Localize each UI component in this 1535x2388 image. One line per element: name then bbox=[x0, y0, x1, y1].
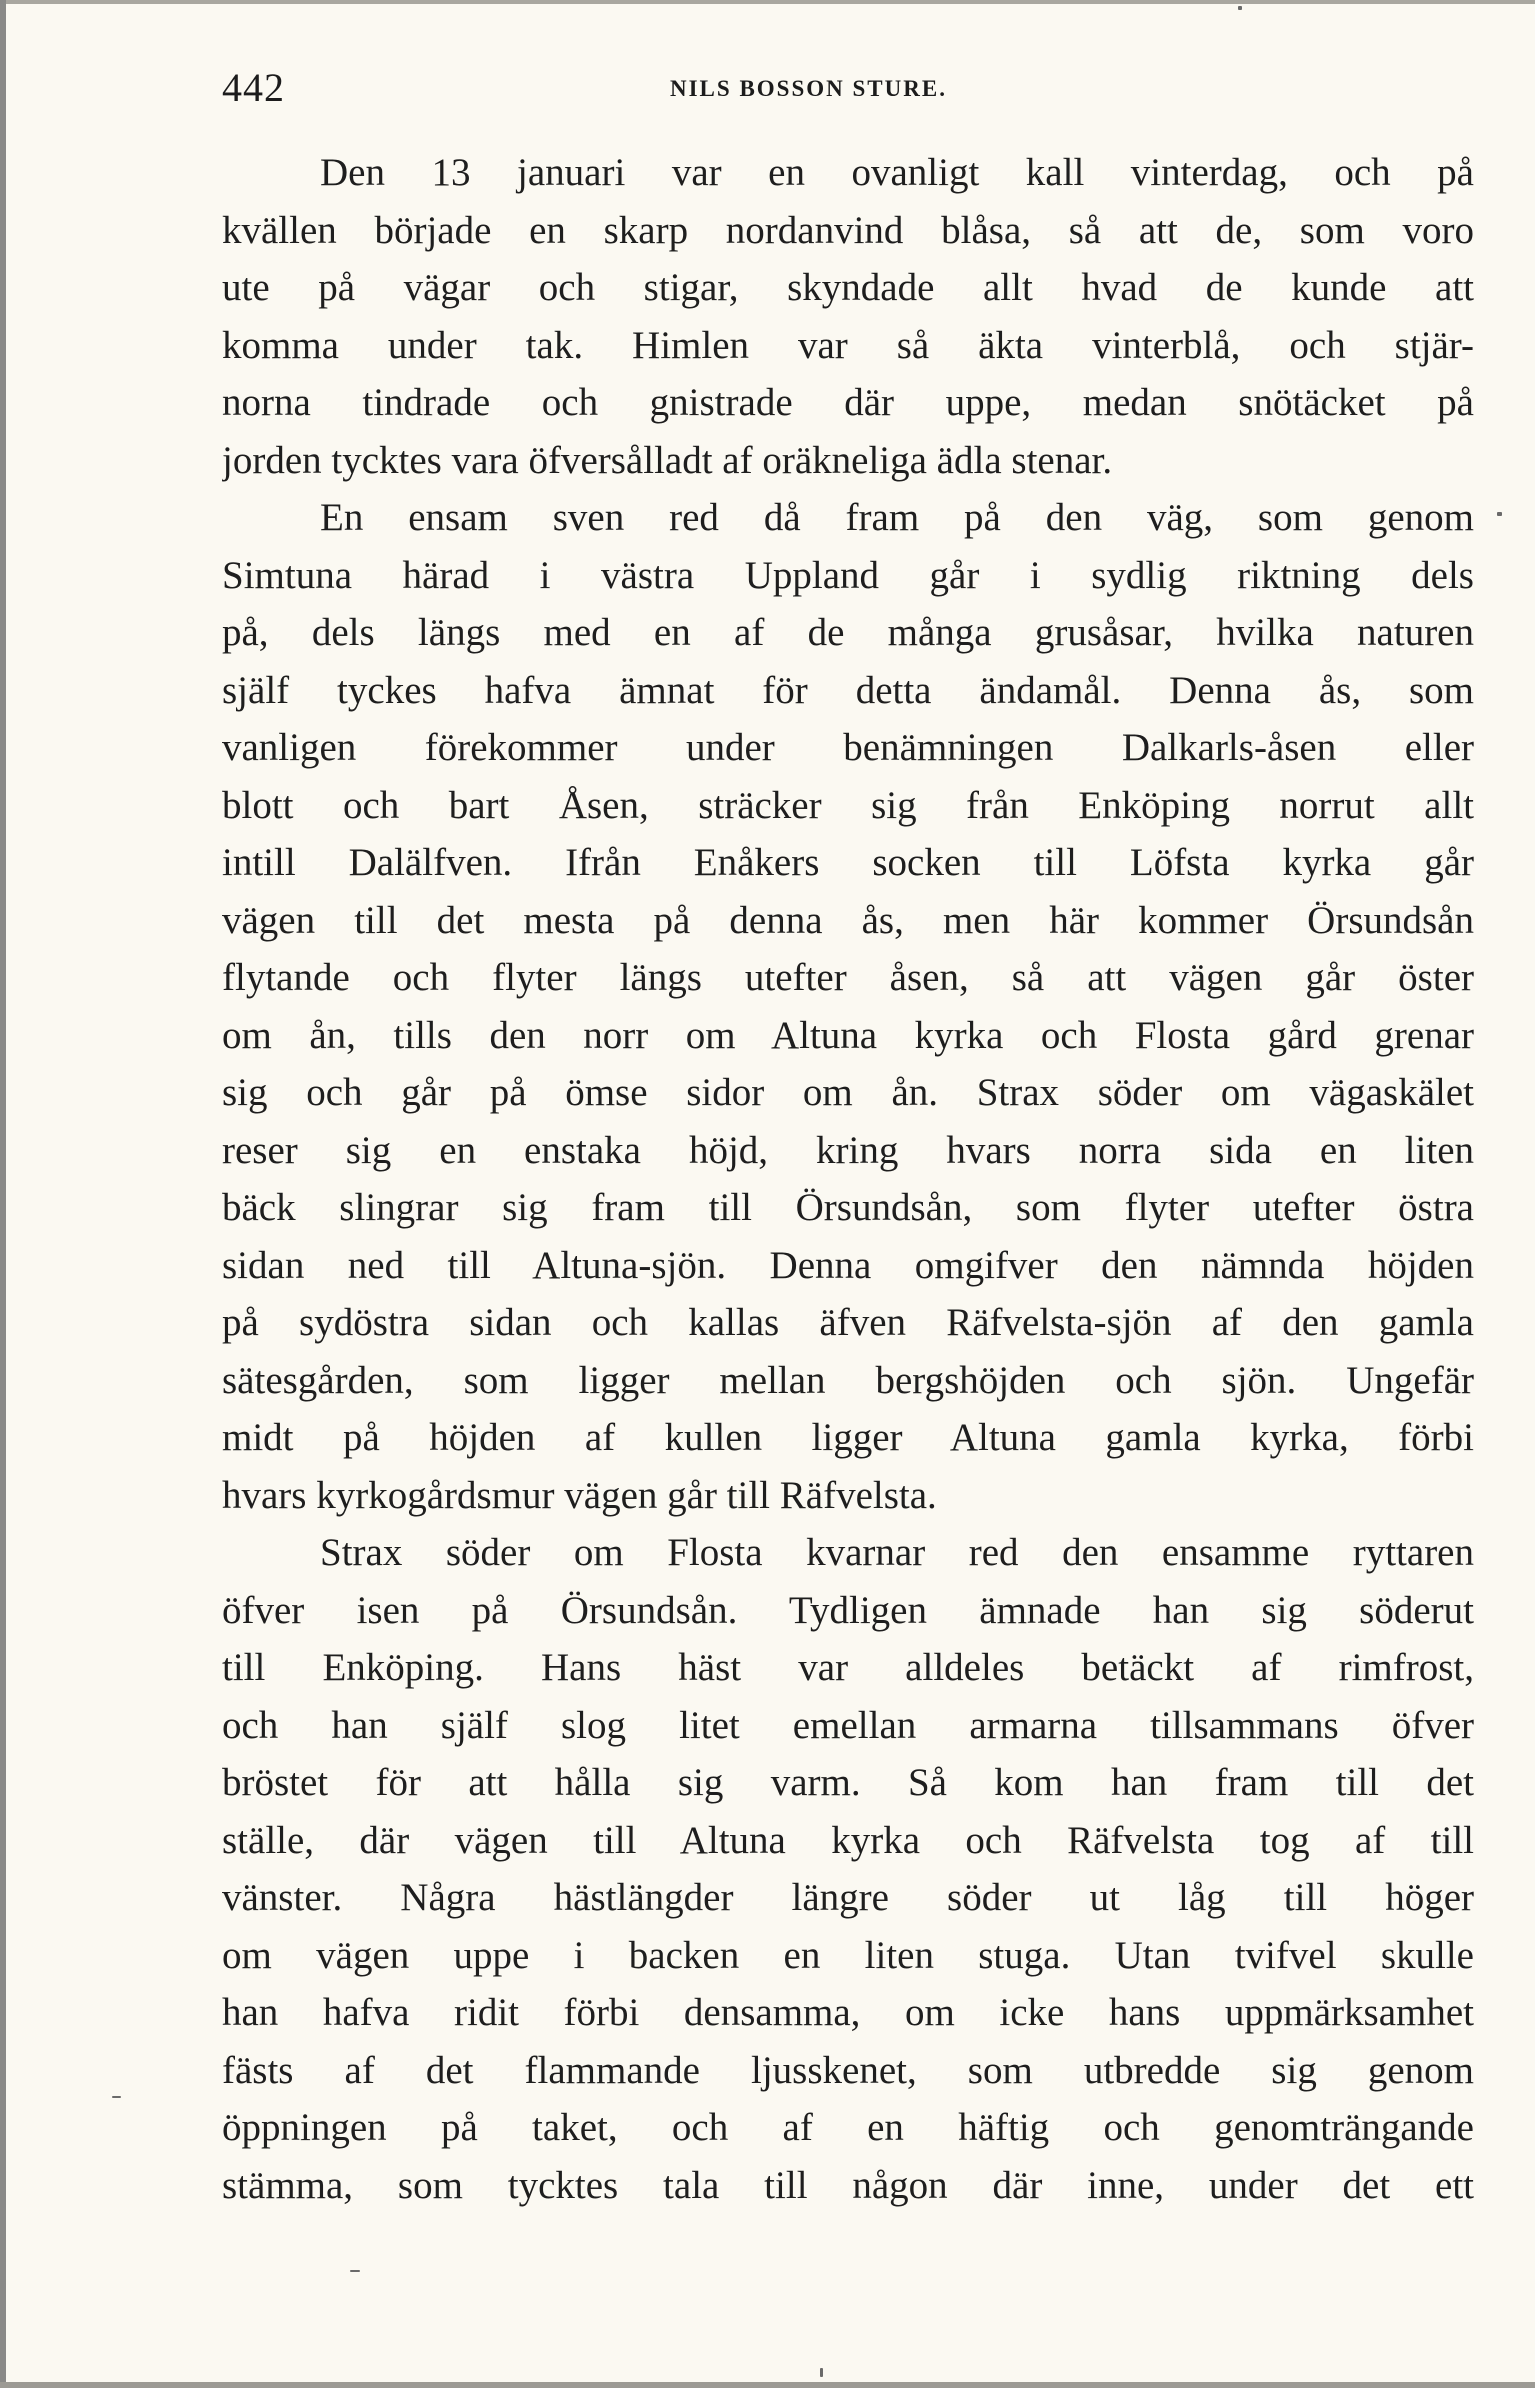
text-line: reser sig en enstaka höjd, kring hvars norra sida en liten bbox=[222, 1128, 1474, 1172]
text-line: själf tyckes hafva ämnat för detta ändamål. Denna ås, som bbox=[222, 668, 1474, 712]
text-line: hvars kyrkogårdsmur vägen går till Räfvelsta. bbox=[222, 1473, 937, 1517]
scan-speck bbox=[1497, 512, 1502, 516]
text-line: Den 13 januari var en ovanligt kall vinterdag, och på bbox=[320, 151, 1474, 194]
text-line: om vägen uppe i backen en liten stuga. Utan tvifvel skulle bbox=[222, 1933, 1474, 1977]
text-line: vägen till det mesta på denna ås, men här kommer Örsundsån bbox=[222, 898, 1474, 942]
text-line: till Enköping. Hans häst var alldeles betäckt af rimfrost, bbox=[222, 1646, 1474, 1689]
text-line: bröstet för att hålla sig varm. Så kom han fram till det bbox=[222, 1761, 1474, 1804]
text-line: han hafva ridit förbi densamma, om icke hans uppmärksamhet bbox=[222, 1991, 1474, 2034]
text-line: Strax söder om Flosta kvarnar red den ensamme ryttaren bbox=[320, 1531, 1474, 1574]
text-line: norna tindrade och gnistrade där uppe, medan snötäcket på bbox=[222, 381, 1474, 424]
text-line: och han själf slog litet emellan armarna tillsammans öfver bbox=[222, 1703, 1474, 1747]
text-line: fästs af det flammande ljusskenet, som utbredde sig genom bbox=[222, 2048, 1474, 2092]
running-head: NILS BOSSON STURE. bbox=[670, 76, 947, 101]
text-line: bäck slingrar sig fram till Örsundsån, som flyter utefter östra bbox=[222, 1186, 1474, 1229]
scan-speck bbox=[112, 2096, 121, 2098]
scan-speck bbox=[350, 2270, 360, 2272]
text-line: öppningen på taket, och af en häftig och genomträngande bbox=[222, 2106, 1474, 2149]
text-line: på, dels längs med en af de många grusåsar, hvilka naturen bbox=[222, 611, 1474, 654]
text-line: komma under tak. Himlen var så äkta vinterblå, och stjär- bbox=[222, 323, 1474, 367]
body-text bbox=[222, 144, 1474, 2214]
scan-speck bbox=[1238, 6, 1242, 10]
text-line: om ån, tills den norr om Altuna kyrka och Flosta gård grenar bbox=[222, 1013, 1474, 1057]
text-line: En ensam sven red då fram på den väg, som genom bbox=[320, 496, 1474, 539]
scan-edge-top bbox=[0, 0, 1535, 4]
text-line: vänster. Några hästlängder längre söder ut låg till höger bbox=[222, 1876, 1474, 1919]
text-line: kvällen började en skarp nordanvind blåsa, så att de, som voro bbox=[222, 208, 1474, 252]
text-line: jorden tycktes vara öfversålladt af oräkneliga ädla stenar. bbox=[222, 438, 1113, 482]
text-line: midt på höjden af kullen ligger Altuna gamla kyrka, förbi bbox=[222, 1416, 1474, 1459]
text-line: intill Dalälfven. Ifrån Enåkers socken till Löfsta kyrka går bbox=[222, 841, 1474, 884]
text-line: flytande och flyter längs utefter åsen, så att vägen går öster bbox=[222, 956, 1474, 999]
text-line: på sydöstra sidan och kallas äfven Räfvelsta-sjön af den gamla bbox=[222, 1301, 1474, 1344]
text-line: stämma, som tycktes tala till någon där inne, under det ett bbox=[222, 2163, 1474, 2207]
scan-edge-bottom bbox=[0, 2382, 1535, 2388]
text-line: sig och går på ömse sidor om ån. Strax söder om vägaskälet bbox=[222, 1071, 1474, 1114]
text-line: Simtuna härad i västra Uppland går i sydlig riktning dels bbox=[222, 553, 1474, 597]
page-header bbox=[222, 62, 1474, 122]
text-line: ställe, där vägen till Altuna kyrka och Räfvelsta tog af till bbox=[222, 1818, 1474, 1862]
text-line: öfver isen på Örsundsån. Tydligen ämnade han sig söderut bbox=[222, 1588, 1474, 1632]
text-line: sidan ned till Altuna-sjön. Denna omgifver den nämnda höjden bbox=[222, 1243, 1474, 1287]
scan-speck bbox=[820, 2368, 823, 2377]
text-line: ute på vägar och stigar, skyndade allt hvad de kunde att bbox=[222, 266, 1474, 309]
page-number: 442 bbox=[222, 65, 285, 110]
text-line: blott och bart Åsen, sträcker sig från Enköping norrut allt bbox=[222, 783, 1474, 827]
text-line: sätesgården, som ligger mellan bergshöjden och sjön. Ungefär bbox=[222, 1358, 1474, 1402]
text-line: vanligen förekommer under benämningen Dalkarls-åsen eller bbox=[222, 726, 1474, 769]
scan-edge-left bbox=[0, 0, 6, 2388]
